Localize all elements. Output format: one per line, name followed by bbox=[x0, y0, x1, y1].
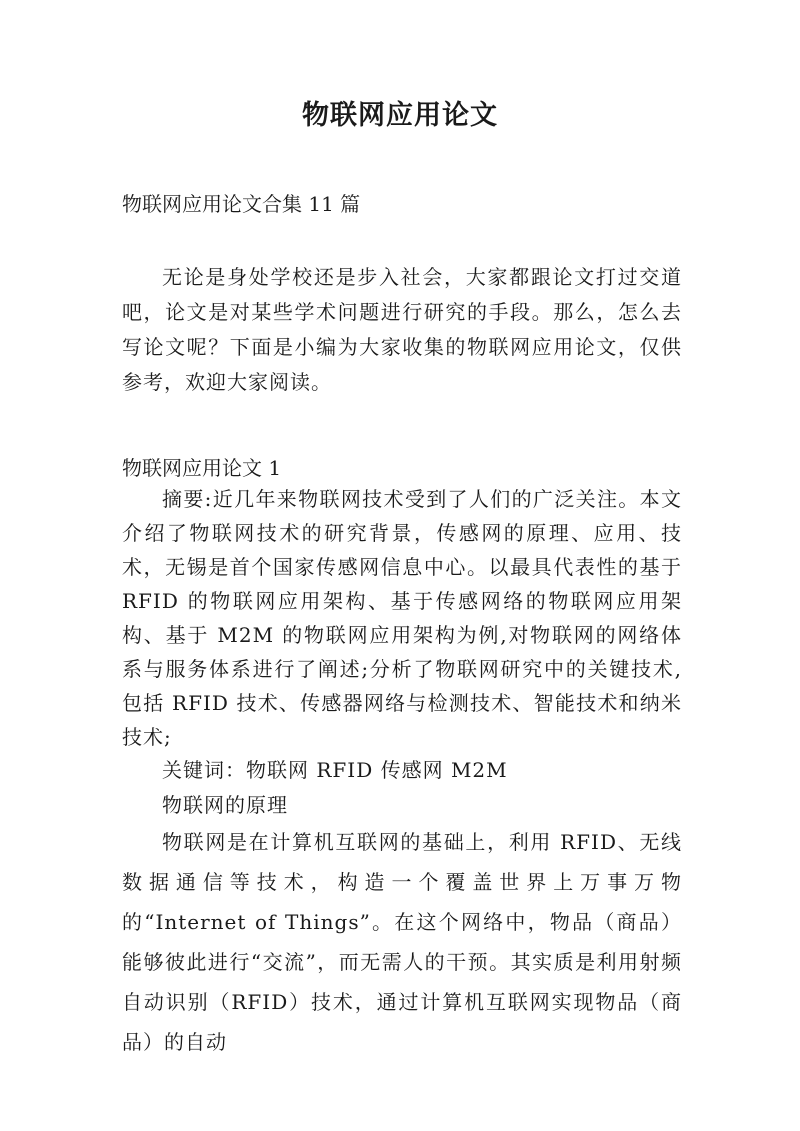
keywords-line: 关键词：物联网 RFID 传感网 M2M bbox=[162, 758, 508, 782]
principle-heading: 物联网的原理 bbox=[162, 793, 288, 817]
principle-paragraph: 物联网是在计算机互联网的基础上，利用 RFID、无线数据通信等技术，构造一个覆盖世界上万事万物的“Internet of Things”。在这个网络中，物品（商品）能够彼此进行“交流”，而无需人的干预。其实质是利用射频自动识别（RFID）技术，通过计算机互联网实现物品（商品）的自动 bbox=[122, 830, 682, 1054]
document-title: 物联网应用论文 bbox=[302, 100, 498, 131]
intro-paragraph: 无论是身处学校还是步入社会，大家都跟论文打过交道吧，论文是对某些学术问题进行研究的手段。那么，怎么去写论文呢？下面是小编为大家收集的物联网应用论文，仅供参考，欢迎大家阅读。 bbox=[122, 265, 682, 394]
section-title: 物联网应用论文 1 bbox=[122, 456, 282, 480]
document-subtitle: 物联网应用论文合集 11 篇 bbox=[122, 192, 361, 216]
abstract-paragraph: 摘要:近几年来物联网技术受到了人们的广泛关注。本文介绍了物联网技术的研究背景，传感网的原理、应用、技术，无锡是首个国家传感网信息中心。以最具代表性的基于 RFID 的物联网应用架构、基于传感网络的物联网应用架构、基于 M2M 的物联网应用架构为例,对物联网的网络体系与服务体系进行了阐述;分析了物联网研究中的关键技术,包括 RFID 技术、传感器网络与检测技术、智能技术和纳米技术; bbox=[122, 487, 682, 749]
